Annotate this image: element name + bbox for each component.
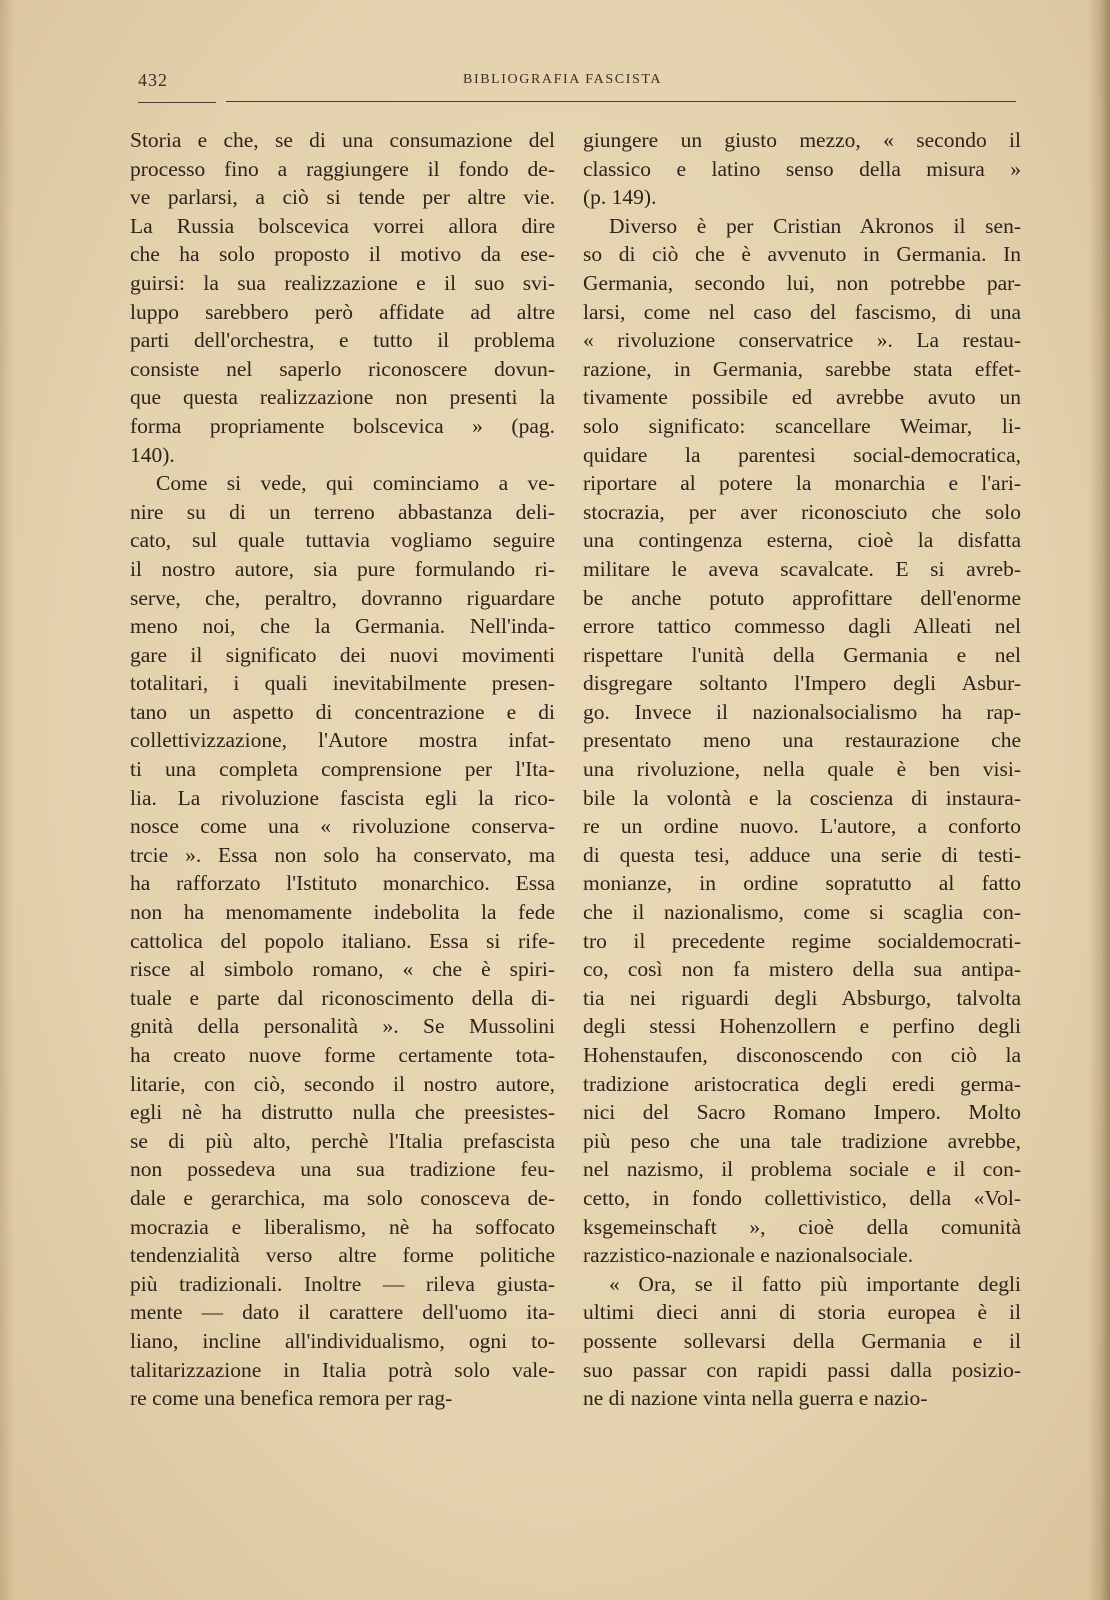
text-line: tradizione aristocratica degli eredi germa- — [583, 1071, 1021, 1096]
text-line: suo passar con rapidi passi dalla posizio- — [583, 1357, 1021, 1382]
text-line: guirsi: la sua realizzazione e il suo svi- — [130, 270, 555, 295]
text-line: Storia e che, se di una consumazione del — [130, 128, 555, 152]
text-line: serve, che, peraltro, dovranno riguardare — [130, 585, 555, 610]
text-line: litarie, con ciò, secondo il nostro autore, — [130, 1071, 555, 1096]
text-line: go. Invece il nazionalsocialismo ha rap- — [583, 699, 1021, 724]
text-line: larsi, come nel caso del fascismo, di una — [583, 299, 1021, 324]
text-line: il nostro autore, sia pure formulando ri- — [130, 556, 555, 581]
text-line: ti una completa comprensione per l'Ita- — [130, 757, 555, 782]
text-line: cattolica del popolo italiano. Essa si rife- — [130, 928, 555, 953]
text-line: non ha menomamente indebolita la fede — [130, 900, 555, 925]
text-line: egli nè ha distrutto nulla che preesistes- — [130, 1100, 555, 1125]
text-line: cato, sul quale tuttavia vogliamo seguire — [130, 528, 555, 553]
text-line: ha creato nuove forme certamente tota- — [130, 1043, 555, 1067]
page-number: 432 — [138, 70, 168, 90]
text-line: razzistico-nazionale e nazionalsociale. — [583, 1243, 914, 1268]
text-line: tuale e parte dal riconoscimento della di- — [130, 985, 555, 1010]
text-line: se di più alto, perchè l'Italia prefascista — [130, 1128, 555, 1153]
text-line: cetto, in fondo collettivistico, della «Vol- — [583, 1185, 1021, 1210]
text-line: consiste nel saperlo riconoscere dovun- — [130, 356, 555, 381]
text-line: collettivizzazione, l'Autore mostra infat- — [130, 728, 555, 753]
text-line: rispettare l'unità della Germania e nel — [583, 642, 1021, 667]
text-line: una contingenza esterna, cioè la disfatta — [583, 528, 1021, 553]
text-line: que questa realizzazione non presenti la — [130, 385, 555, 410]
text-line: 140). — [130, 442, 175, 467]
text-line: talitarizzazione in Italia potrà solo vale- — [130, 1357, 555, 1382]
text-line: degli stessi Hohenzollern e perfino degli — [583, 1014, 1021, 1039]
text-line: nici del Sacro Romano Impero. Molto — [583, 1100, 1021, 1125]
text-line: liano, incline all'individualismo, ogni to- — [130, 1328, 555, 1353]
text-line: errore tattico commesso dagli Alleati nel — [583, 614, 1021, 639]
text-line: più tradizionali. Inoltre — rileva giusta- — [130, 1271, 555, 1296]
text-line: parti dell'orchestra, e tutto il problema — [130, 328, 555, 353]
text-line: ksgemeinschaft », cioè della comunità — [583, 1214, 1021, 1239]
text-line: ultimi dieci anni di storia europea è il — [583, 1300, 1021, 1325]
text-line: tano un aspetto di concentrazione e di — [130, 699, 555, 724]
text-line: non possedeva una sua tradizione feu- — [130, 1157, 555, 1182]
text-line: trcie ». Essa non solo ha conservato, ma — [130, 842, 555, 867]
text-line: tendenzialità verso altre forme politiche — [130, 1243, 555, 1268]
text-line: gnità della personalità ». Se Mussolini — [130, 1014, 555, 1039]
text-line: presentato meno una restaurazione che — [583, 728, 1021, 753]
text-line: meno noi, che la Germania. Nell'inda- — [130, 614, 555, 639]
page-shadow-right — [1088, 0, 1110, 1600]
text-line: più peso che una tale tradizione avrebbe, — [583, 1128, 1021, 1153]
text-line: re un ordine nuovo. L'autore, a conforto — [583, 814, 1021, 839]
text-line: militare le aveva scavalcate. E si avreb- — [583, 556, 1021, 581]
text-line: bile la volontà e la coscienza di instaura- — [583, 785, 1021, 810]
text-line: lia. La rivoluzione fascista egli la rico- — [130, 785, 555, 810]
text-line: riportare al potere la monarchia e l'ari- — [583, 471, 1021, 496]
text-line: possente sollevarsi della Germania e il — [583, 1328, 1021, 1353]
text-line: che il nazionalismo, come si scaglia con- — [583, 900, 1021, 925]
text-line: be anche potuto approfittare dell'enorme — [583, 585, 1021, 610]
text-line: classico e latino senso della misura » — [583, 156, 1021, 181]
text-line: ne di nazione vinta nella guerra e nazio- — [583, 1386, 928, 1411]
text-line: tivamente possibile ed avrebbe avuto un — [583, 385, 1021, 410]
running-head: BIBLIOGRAFIA FASCISTA — [463, 72, 663, 87]
text-line: razione, in Germania, sarebbe stata effet- — [583, 356, 1021, 381]
text-line: nel nazismo, il problema sociale e il con- — [583, 1157, 1021, 1182]
text-line: gare il significato dei nuovi movimenti — [130, 642, 555, 667]
text-line: totalitari, i quali inevitabilmente presen- — [130, 671, 555, 696]
text-line: mente — dato il carattere dell'uomo ita- — [130, 1300, 555, 1325]
text-line: (p. 149). — [583, 185, 657, 210]
text-line: La Russia bolscevica vorrei allora dire — [130, 213, 555, 238]
text-line: luppo sarebbero però affidate ad altre — [130, 299, 555, 324]
text-column-right — [583, 126, 1021, 1413]
text-line: Germania, secondo lui, non potrebbe par- — [583, 270, 1021, 295]
text-line: una rivoluzione, nella quale è ben visi- — [583, 757, 1021, 782]
page-shadow-left — [0, 0, 14, 1600]
header-rule-short — [138, 102, 216, 103]
text-line: forma propriamente bolscevica » (pag. — [130, 413, 555, 438]
text-line: disgregare soltanto l'Impero degli Asbur- — [583, 671, 1021, 696]
page-header — [138, 70, 1018, 100]
text-line: quidare la parentesi social-democratica, — [583, 442, 1021, 467]
text-line: Diverso è per Cristian Akronos il sen- — [609, 213, 1021, 238]
text-line: so di ciò che è avvenuto in Germania. In — [583, 242, 1021, 267]
header-rule-long — [226, 101, 1016, 102]
text-line: monianze, in ordine sopratutto al fatto — [583, 871, 1021, 896]
text-line: ha rafforzato l'Istituto monarchico. Essa — [130, 871, 555, 896]
text-line: solo significato: scancellare Weimar, li- — [583, 413, 1021, 438]
text-line: Come si vede, qui cominciamo a ve- — [156, 471, 555, 496]
text-line: co, così non fa mistero della sua antipa- — [583, 957, 1021, 982]
text-line: processo fino a raggiungere il fondo de- — [130, 156, 555, 181]
text-line: tro il precedente regime socialdemocrati- — [583, 928, 1021, 953]
text-line: che ha solo proposto il motivo da ese- — [130, 242, 555, 267]
text-line: stocrazia, per aver riconosciuto che solo — [583, 499, 1021, 524]
text-line: mocrazia e liberalismo, nè ha soffocato — [130, 1214, 555, 1239]
text-line: Hohenstaufen, disconoscendo con ciò la — [583, 1043, 1021, 1067]
text-line: tia nei riguardi degli Absburgo, talvolta — [583, 985, 1021, 1010]
text-line: re come una benefica remora per rag- — [130, 1386, 453, 1411]
text-line: di questa tesi, adduce una serie di testi- — [583, 842, 1021, 867]
text-line: dale e gerarchica, ma solo conosceva de- — [130, 1185, 555, 1210]
text-line: nire su di un terreno abbastanza deli- — [130, 499, 555, 524]
text-line: giungere un giusto mezzo, « secondo il — [583, 128, 1021, 152]
text-line: ve parlarsi, a ciò si tende per altre vie. — [130, 185, 555, 210]
text-line: nosce come una « rivoluzione conserva- — [130, 814, 555, 839]
text-column-left — [130, 126, 555, 1413]
text-line: risce al simbolo romano, « che è spiri- — [130, 957, 555, 982]
text-line: « Ora, se il fatto più importante degli — [609, 1271, 1021, 1296]
text-line: « rivoluzione conservatrice ». La restau- — [583, 328, 1021, 353]
